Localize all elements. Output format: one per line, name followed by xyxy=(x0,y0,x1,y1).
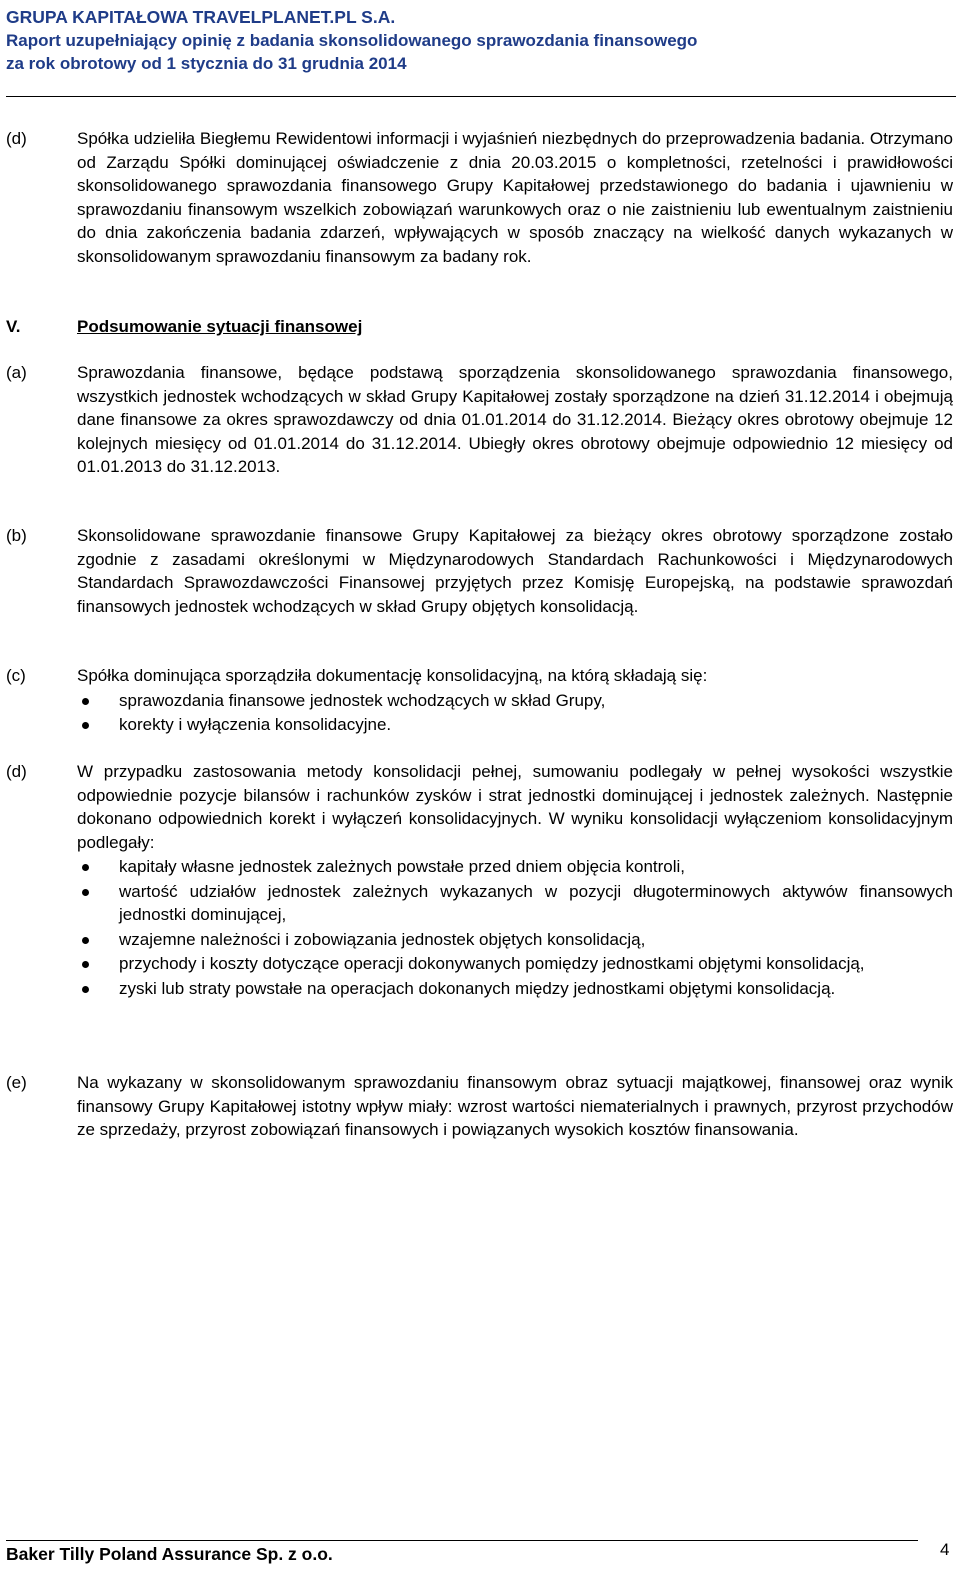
paragraph: Spółka dominująca sporządziła dokumentację konsolidacyjną, na którą składają się: xyxy=(77,666,708,685)
item-text xyxy=(77,664,953,737)
header-report-title: Raport uzupełniający opinię z badania skonsolidowanego sprawozdania finansowego xyxy=(6,31,698,50)
item-text xyxy=(77,361,953,479)
item-text xyxy=(77,760,953,1000)
bullet-icon xyxy=(82,864,89,871)
list-item: zyski lub straty powstałe na operacjach dokonanych między jednostkami objętymi konsolidacją. xyxy=(77,977,953,1001)
header-company: GRUPA KAPITAŁOWA TRAVELPLANET.PL S.A. xyxy=(6,7,396,27)
item-text xyxy=(77,127,953,268)
bullet-icon xyxy=(82,986,89,993)
paragraph: Na wykazany w skonsolidowanym sprawozdaniu finansowym obraz sytuacji majątkowej, finansowej oraz wynik finansowy Grupy Kapitałowej istotny wpływ miały: wzrost wartości niematerialnych i prawnych, przyrost przychodów ze sprzedaży, przyrost zobowiązań finansowych i powiązanych wysokich kosztów finansowania. xyxy=(77,1073,953,1139)
bullet-icon xyxy=(82,937,89,944)
item-label: (e) xyxy=(6,1073,27,1092)
list-item: wartość udziałów jednostek zależnych wykazanych w pozycji długoterminowych aktywów finansowych jednostki dominującej, xyxy=(77,880,953,927)
footer-divider xyxy=(6,1540,918,1541)
bullet-icon xyxy=(82,889,89,896)
paragraph: Skonsolidowane sprawozdanie finansowe Grupy Kapitałowej za bieżący okres obrotowy sporządzone zostało zgodnie z zasadami określonymi w Międzynarodowych Standardach Rachunkowości i Międzynarodowych Standardach Sprawozdawczości Finansowej przyjętych przez Komisję Europejską, na podstawie sprawozdań finansowych jednostek wchodzących w skład Grupy objętych konsolidacją. xyxy=(77,526,953,616)
item-label: (d) xyxy=(6,762,27,781)
bullet-list xyxy=(77,689,953,737)
paragraph: Sprawozdania finansowe, będące podstawą sporządzenia skonsolidowanego sprawozdania finansowego, wszystkich jednostek wchodzących w skład Grupy Kapitałowej zostały sporządzone na dzień 31.12.2014 i obejmują dane finansowe za okres sprawozdawczy od dnia 01.01.2014 do 31.12.2014. Bieżący okres obrotowy obejmuje 12 kolejnych miesięcy od 01.01.2014 do 31.12.2014. Ubiegły okres obrotowy obejmuje odpowiednio 12 miesięcy od 01.01.2013 do 31.12.2013. xyxy=(77,363,953,476)
paragraph: W przypadku zastosowania metody konsolidacji pełnej, sumowaniu podlegały w pełnej wysokości wszystkie odpowiednie pozycje bilansów i rachunków zysków i strat jednostki dominującej i jednostek zależnych. Następnie dokonano odpowiednich korekt i wyłączeń konsolidacyjnych. W wyniku konsolidacji wyłączeniom konsolidacyjnym podlegały: xyxy=(77,762,953,852)
header-divider xyxy=(6,96,956,97)
list-item: wzajemne należności i zobowiązania jednostek objętych konsolidacją, xyxy=(77,928,953,952)
list-item: korekty i wyłączenia konsolidacyjne. xyxy=(77,713,953,737)
page-header xyxy=(6,6,954,75)
item-label: (c) xyxy=(6,666,26,685)
item-label: (b) xyxy=(6,526,27,545)
bullet-list xyxy=(77,855,953,1000)
footer-company: Baker Tilly Poland Assurance Sp. z o.o. xyxy=(6,1544,333,1564)
item-label: (d) xyxy=(6,129,27,148)
list-item: sprawozdania finansowe jednostek wchodzących w skład Grupy, xyxy=(77,689,953,713)
header-period: za rok obrotowy od 1 stycznia do 31 grudnia 2014 xyxy=(6,54,407,73)
list-item: przychody i koszty dotyczące operacji dokonywanych pomiędzy jednostkami objętymi konsolidacją, xyxy=(77,952,953,976)
paragraph: Spółka udzieliła Biegłemu Rewidentowi informacji i wyjaśnień niezbędnych do przeprowadzenia badania. Otrzymano od Zarządu Spółki dominującej oświadczenie z dnia 20.03.2015 o kompletności, rzetelności i prawidłowości skonsolidowanego sprawozdania finansowego Grupy Kapitałowej przedstawionego do badania i ujawnieniu w sprawozdaniu finansowym wszelkich zobowiązań warunkowych oraz o nie zaistnieniu lub ewentualnym zaistnieniu do dnia zakończenia badania zdarzeń, wpływających w sposób znaczący na wielkość danych wykazanych w skonsolidowanym sprawozdaniu finansowym za badany rok. xyxy=(77,129,953,266)
item-text xyxy=(77,1071,953,1142)
list-item: kapitały własne jednostek zależnych powstałe przed dniem objęcia kontroli, xyxy=(77,855,953,879)
item-label: (a) xyxy=(6,363,27,382)
bullet-icon xyxy=(82,722,89,729)
section-heading xyxy=(6,315,362,338)
page-number: 4 xyxy=(940,1540,950,1559)
bullet-icon xyxy=(82,961,89,968)
bullet-icon xyxy=(82,698,89,705)
section-title: Podsumowanie sytuacji finansowej xyxy=(77,317,363,336)
section-number: V. xyxy=(6,317,21,336)
item-text xyxy=(77,524,953,618)
